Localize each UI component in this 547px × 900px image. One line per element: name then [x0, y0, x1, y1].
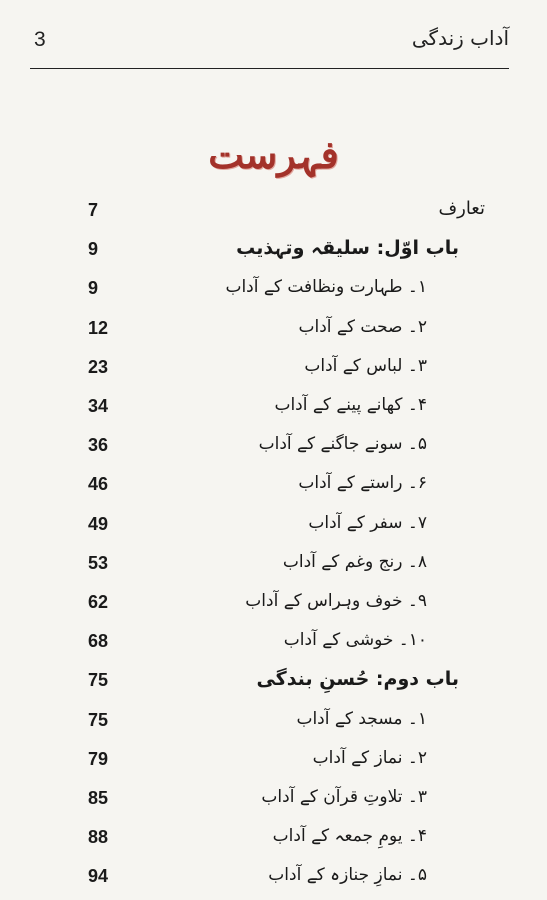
toc-item-label: ۴۔ یومِ جمعہ کے آداب [272, 826, 427, 847]
toc-entry [0, 666, 547, 702]
toc-page-number: 79 [88, 748, 109, 769]
toc-item-label: ۵۔ سونے جاگنے کے آداب [258, 434, 427, 455]
toc-page-number: 68 [88, 631, 109, 652]
toc-entry [0, 823, 547, 859]
toc-page-number: 53 [88, 552, 109, 573]
toc-page-number: 75 [88, 670, 109, 691]
toc-item-label: ۹۔ خوف وہراس کے آداب [245, 591, 427, 611]
toc-page-number: 46 [88, 474, 109, 495]
toc-item-label: ۴۔ کھانے پینے کے آداب [274, 395, 427, 415]
toc-entry [0, 274, 547, 310]
toc-entry [0, 549, 547, 585]
toc-entry [0, 196, 547, 232]
toc-entry [0, 745, 547, 781]
toc-item-label: ۲۔ صحت کے آداب [298, 316, 427, 337]
toc-page-number: 9 [88, 278, 99, 299]
toc-intro-label: تعارف [438, 198, 485, 219]
toc-entry [0, 588, 547, 624]
toc-chapter-heading: باب دوم: حُسنِ بندگی [256, 668, 459, 691]
toc-title: فہرست [208, 132, 339, 177]
toc-entry [0, 706, 547, 742]
toc-entry [0, 862, 547, 898]
toc-entry [0, 314, 547, 350]
toc-entry [0, 431, 547, 467]
toc-entry [0, 627, 547, 663]
toc-entry [0, 392, 547, 428]
page-header [30, 22, 509, 69]
toc-item-label: ۳۔ لباس کے آداب [304, 355, 427, 376]
toc-item-label: ۶۔ راستے کے آداب [298, 473, 427, 494]
toc-page-number: 23 [88, 356, 109, 377]
toc-item-label: ۳۔ تلاوتِ قرآن کے آداب [261, 787, 427, 807]
toc-page-number: 75 [88, 709, 109, 730]
toc-item-label: ۱۰۔ خوشی کے آداب [283, 630, 427, 651]
page-number: 3 [34, 28, 46, 51]
toc-entry [0, 235, 547, 271]
toc-entry [0, 353, 547, 389]
toc-page-number: 7 [88, 200, 99, 220]
toc-page-number: 12 [88, 317, 109, 338]
toc-item-label: ۱۔ طہارت ونظافت کے آداب [225, 277, 427, 298]
toc-page-number: 49 [88, 513, 109, 534]
toc-entry [0, 510, 547, 546]
running-title: آداب زندگی [411, 26, 509, 50]
toc-page-number: 62 [88, 592, 109, 612]
toc-page-number: 36 [88, 435, 109, 456]
toc-page-number: 94 [88, 866, 109, 887]
toc-page-number: 9 [88, 239, 99, 260]
toc-entry [0, 470, 547, 506]
toc-item-label: ۲۔ نماز کے آداب [312, 747, 427, 768]
toc-page-number: 34 [88, 396, 109, 416]
toc-item-label: ۷۔ سفر کے آداب [308, 512, 427, 533]
toc-page-number: 85 [88, 788, 109, 808]
toc-chapter-heading: باب اوّل: سلیقہ وتہذیب [236, 237, 459, 260]
toc-item-label: ۵۔ نمازِ جنازہ کے آداب [268, 865, 427, 886]
toc-entry [0, 784, 547, 820]
toc-item-label: ۸۔ رنج وغم کے آداب [282, 551, 427, 572]
toc-page-number: 88 [88, 827, 109, 848]
toc-item-label: ۱۔ مسجد کے آداب [296, 708, 427, 729]
